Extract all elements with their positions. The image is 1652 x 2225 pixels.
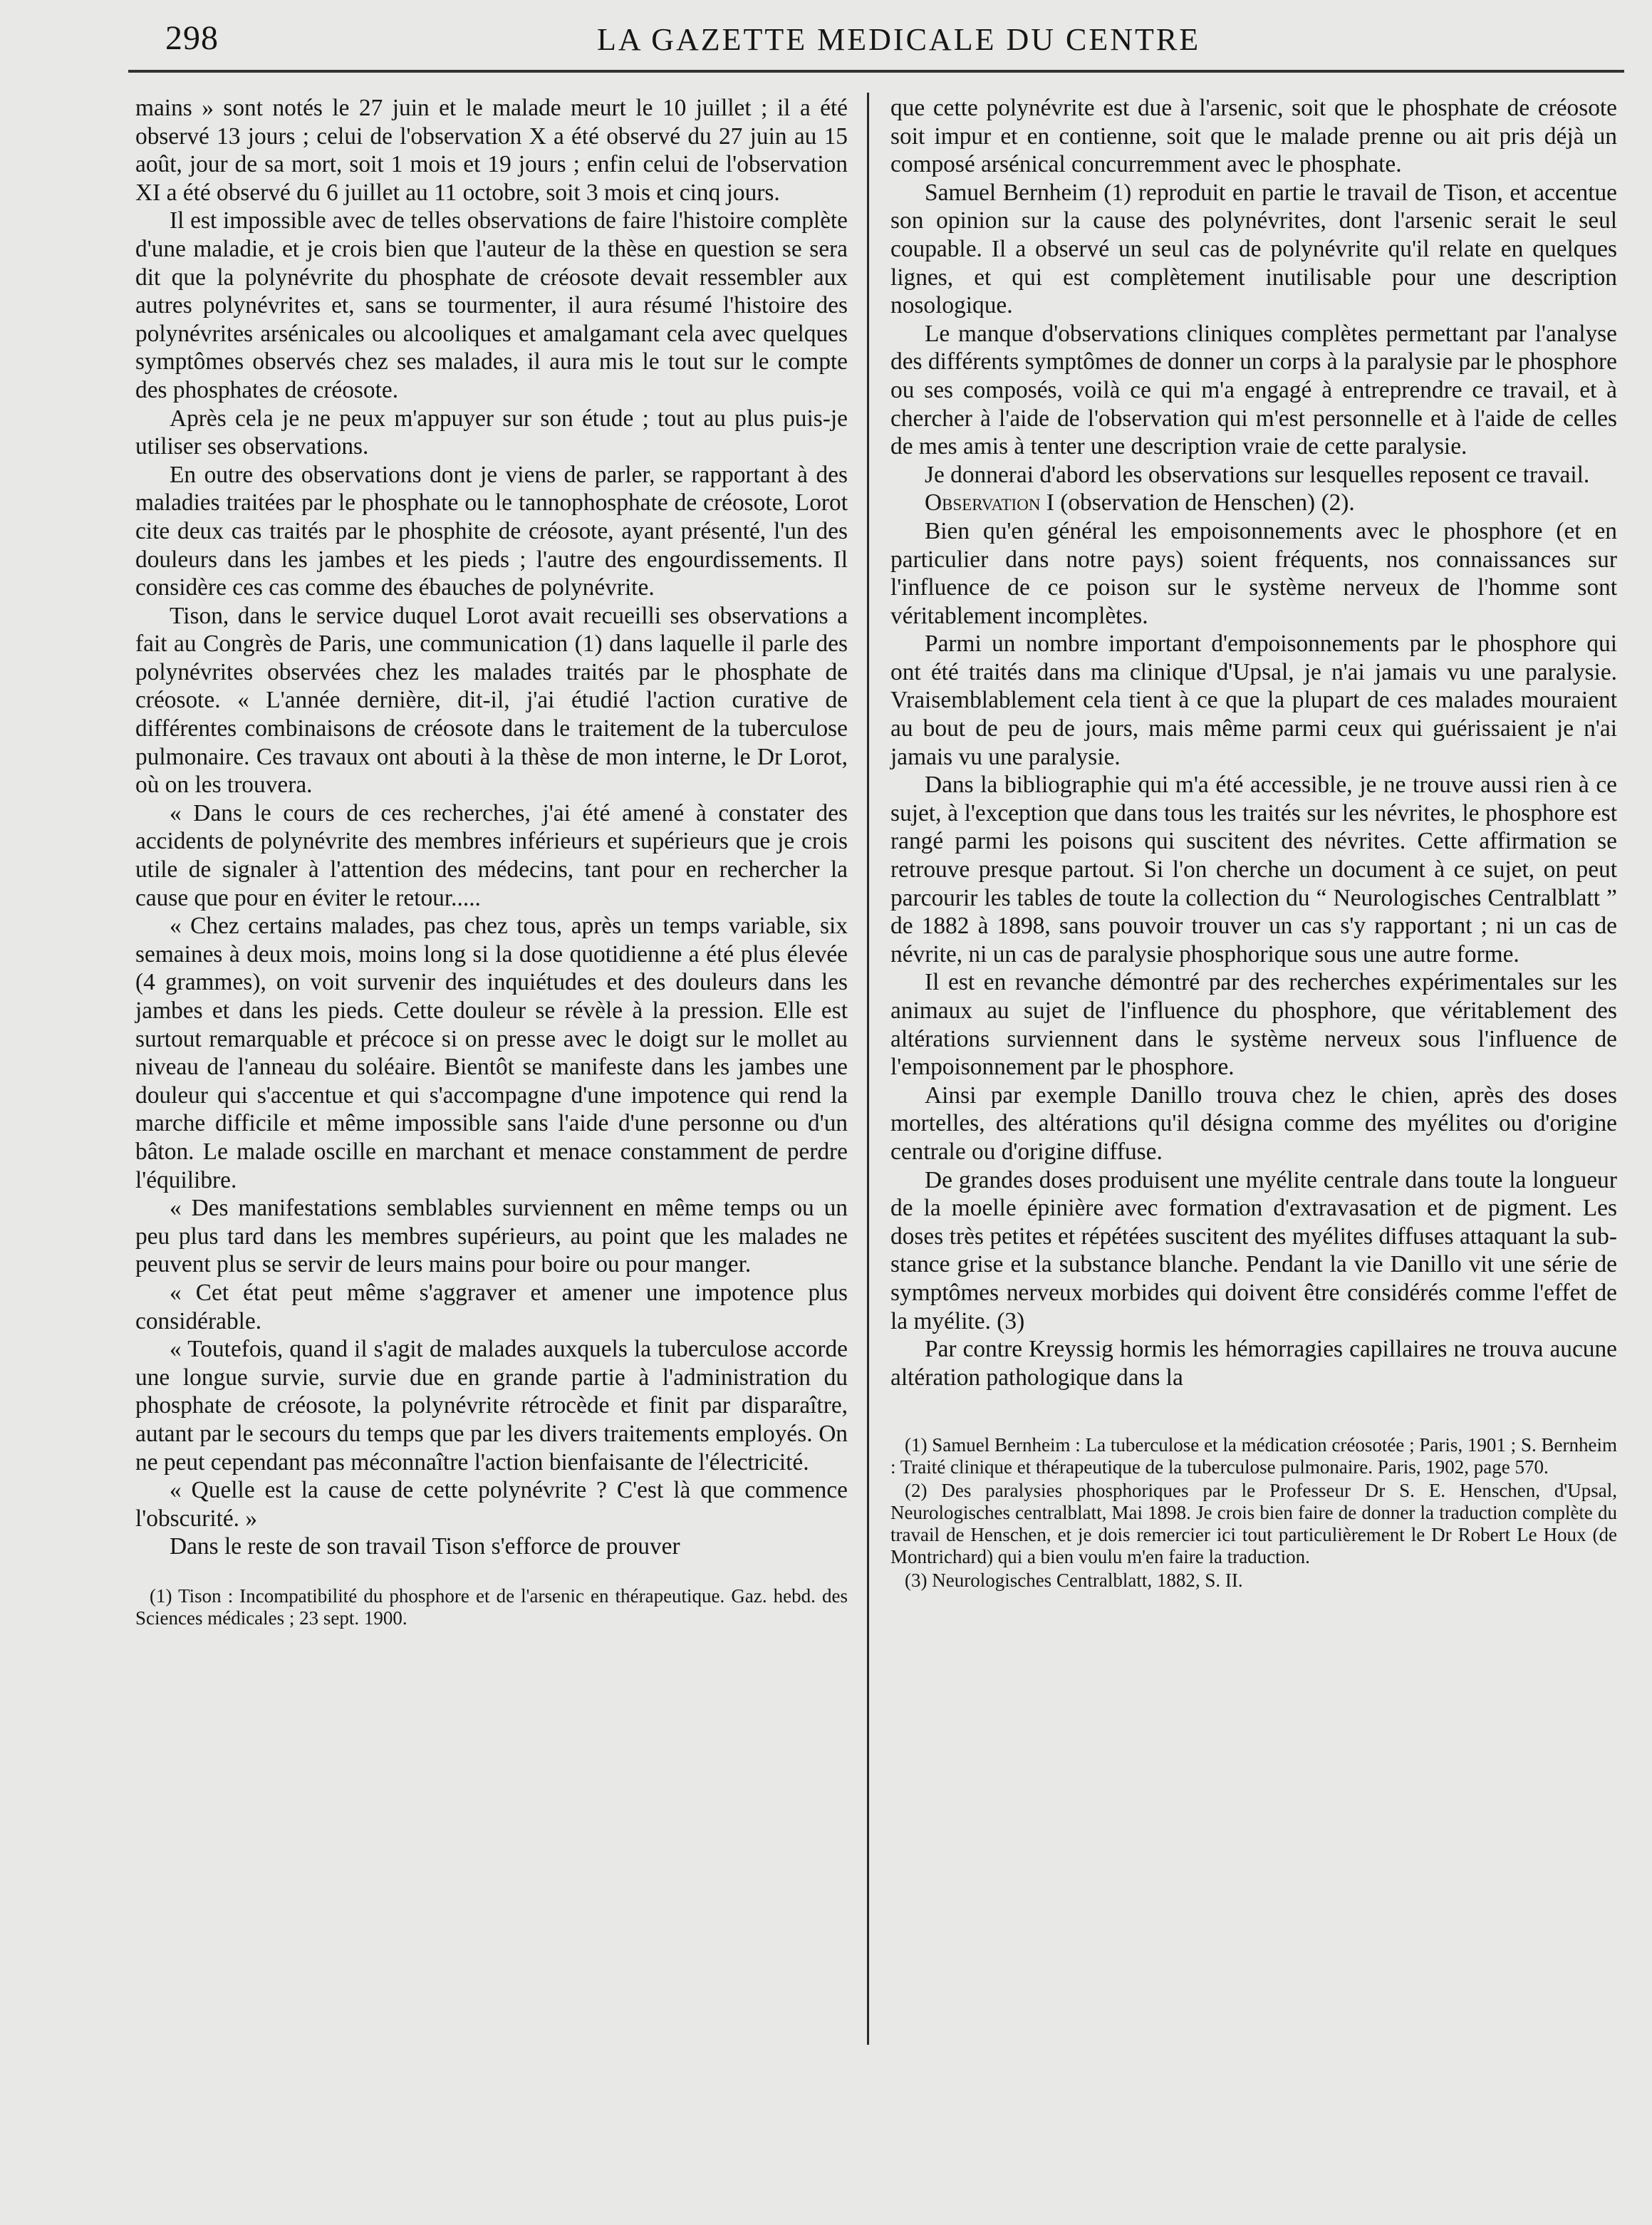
paragraph: « Quelle est la cause de cette polynévrite ? C'est là que commence l'obscurité. » [135,1477,848,1532]
left-column [135,94,848,1631]
footnote: (3) Neurologisches Centralblatt, 1882, S. II. [905,1570,1243,1592]
observation-heading: Observation I [925,489,1054,517]
paragraph: Samuel Bernheim (1) reproduit en partie le travail de Tison, et accentue son opinion sur la cause des polynévrites, dont l'arsenic serait le seul coupable. Il a observé un seul cas de polynévrite qu'il relate en quelques lignes, et qui est complètement inutilisable pour une description nosologique. [890,179,1617,319]
journal-title: LA GAZETTE MEDICALE DU CENTRE [597,22,1201,57]
paragraph: Il est en revanche démontré par des recherches expérimentales sur les animaux au sujet de l'influence du phosphore, que véritablement des altérations surviennent dans le système nerveux sous l'influence de l'empoisonnement par le phosphore. [890,969,1617,1081]
paragraph: Par contre Kreyssig hormis les hémorragies capillaires ne trouva aucune altération pathologique dans la [890,1336,1617,1391]
paragraph: Dans le reste de son travail Tison s'efforce de prouver [170,1533,680,1560]
paragraph: Je donnerai d'abord les observations sur lesquelles reposent ce travail. [925,461,1590,488]
header-rule [128,70,1624,73]
paragraph: Après cela je ne peux m'appuyer sur son étude ; tout au plus puis-je utiliser ses observations. [135,405,848,460]
paragraph: Parmi un nombre important d'empoisonnements par le phosphore qui ont été traités dans ma clinique d'Upsal, je n'ai jamais vu une paralysie. Vraisemblablement cela tient à ce que la plupart de ces malades mouraient au bout de peu de jours, mais même parmi ceux qui guérissaient je n'ai jamais vu une paralysie. [890,631,1617,770]
paragraph: « Dans le cours de ces recherches, j'ai été amené à constater des accidents de polynévrite des membres inférieurs et supérieurs que je crois utile de signaler à l'attention des médecins, tant pour en rechercher la cause que pour en éviter le retour..... [135,799,848,911]
paragraph: « Toutefois, quand il s'agit de malades auxquels la tuberculose accorde une longue survie, survie due en grande partie à l'administration du phosphate de créosote, la polynévrite rétrocède et finit par disparaître, autant par le secours du temps que par les divers traitements employés. On ne peut cependant pas méconnaître l'action bienfaisante de l'électricité. [135,1336,848,1475]
observation-heading-line [890,489,1617,517]
right-column [890,94,1617,1593]
paragraph: Dans la bibliographie qui m'a été accessible, je ne trouve aussi rien à ce sujet, à l'exception que dans tous les traités sur les névrites, le phosphore est rangé parmi les poisons qui suscitent des névrites. Cette affirmation se retrouve presque partout. Si l'on cherche un document à ce sujet, on peut parcourir les tables de toute la collection du “ Neurologisches Centralblatt ” de 1882 à 1898, sans pouvoir trouver un cas s'y rapportant ; ni un cas de névrite, ni un cas de paralysie phosphorique sous une autre forme. [890,772,1617,968]
paragraph: « Chez certains malades, pas chez tous, après un temps variable, six semaines à deux mois, moins long si la dose quotidienne a été plus élevée (4 grammes), on voit survenir des inquiétudes et des douleurs dans les jambes et dans les pieds. Cette douleur se révèle à la pression. Elle est surtout remarquable et précoce si on presse avec le doigt sur le mollet au niveau de l'anneau du soléaire. Bientôt se manifeste dans les jambes une douleur qui s'accentue et qui s'accompagne d'une impotence qui rend la marche difficile et même impossible sans l'aide d'une personne ou d'un bâton. Le malade oscille en marchant et menace constamment de perdre l'équilibre. [135,913,848,1193]
paragraph: mains » sont notés le 27 juin et le malade meurt le 10 juillet ; il a été observé 13 jours ; celui de l'observation X a été observé du 27 juin au 15 août, jour de sa mort, soit 1 mois et 19 jours ; enfin celui de l'observation XI a été observé du 6 juillet au 11 octobre, soit 3 mois et cinq jours. [135,95,848,206]
footnote: (1) Samuel Bernheim : La tuberculose et la médication créosotée ; Paris, 1901 ; S. Bernheim : Traité clinique et thérapeutique de la tuberculose pulmonaire. Paris, 1902, page 570. [890,1434,1617,1478]
paragraph: Ainsi par exemple Danillo trouva chez le chien, après des doses mortelles, des altérations qu'il désigna comme des myélites ou d'origine centrale ou d'origine diffuse. [890,1082,1617,1165]
paragraph: « Des manifestations semblables surviennent en même temps ou un peu plus tard dans les membres supérieurs, au point que les malades ne peuvent plus se servir de leurs mains pour boire ou pour manger. [135,1195,848,1278]
paragraph: Bien qu'en général les empoisonnements avec le phosphore (et en particulier dans notre pays) soient fréquents, nos connaissances sur l'influence de ce poison sur le système nerveux de l'homme sont véritablement incomplètes. [890,517,1617,629]
observation-source: (observation de Henschen) (2). [1054,489,1355,517]
paragraph: En outre des observations dont je viens de parler, se rapportant à des maladies traitées par le phosphate ou le tannophosphate de créosote, Lorot cite deux cas traités par le phosphite de créosote, ayant présenté, l'un des douleurs dans les jambes et les pieds ; l'autre des engourdissements. Il considère ces cas comme des ébauches de polynévrite. [135,461,848,601]
page-header [0,14,1652,64]
footnote: (1) Tison : Incompatibilité du phosphore et de l'arsenic en thérapeutique. Gaz. hebd. des Sciences médicales ; 23 sept. 1900. [135,1585,848,1629]
left-footnotes [135,1585,848,1629]
paragraph: « Cet état peut même s'aggraver et amener une impotence plus considérable. [135,1279,848,1334]
paragraph: Tison, dans le service duquel Lorot avait recueilli ses observations a fait au Congrès de Paris, une communication (1) dans laquelle il parle des polynévrites observées chez les malades traités par le phosphate de créosote. « L'année dernière, dit-il, j'ai étudié l'action curative de différentes combinaisons de créosote dans le traitement de la tuberculose pulmonaire. Ces travaux ont abouti à la thèse de mon interne, le Dr Lorot, où on les trouvera. [135,602,848,799]
paragraph: Le manque d'observations cliniques complètes permettant par l'analyse des différents symptômes de donner un corps à la paralysie par le phosphore ou ses composés, voilà ce qui m'a engagé à entreprendre ce travail, et à chercher à l'aide de l'observation qui m'est personnelle et à l'aide de celles de mes amis à tenter une description vraie de cette paralysie. [890,320,1617,460]
column-divider [867,93,869,2045]
page-number: 298 [165,19,219,57]
paragraph: Il est impossible avec de telles observations de faire l'histoire complète d'une maladie, et je crois bien que l'auteur de la thèse en question se sera dit que la polynévrite du phosphate de créosote devait ressembler aux autres polynévrites et, sans se tourmenter, il aura résumé l'histoire des polynévrites arsénicales ou alcooliques et amalgamant cela avec quelques symptômes observés chez ses malades, il aura mis le tout sur le compte des phosphates de créosote. [135,207,848,403]
right-footnotes [890,1434,1617,1592]
paragraph: que cette polynévrite est due à l'arsenic, soit que le phosphate de créosote soit impur et en contienne, soit que le malade prenne ou ait pris déjà un composé arsénical concurremment avec le phosphate. [890,95,1617,178]
footnote: (2) Des paralysies phosphoriques par le Professeur Dr S. E. Henschen, d'Upsal, Neurologisches centralblatt, Mai 1898. Je crois bien faire de donner la traduction complète du travail de Henschen, et je dois remercier ici tout particulièrement le Dr Robert Le Houx (de Montrichard) qui a bien voulu m'en faire la traduction. [890,1480,1617,1568]
paragraph: De grandes doses produisent une myélite centrale dans toute la longueur de la moelle épinière avec formation d'extravasation et de pigment. Les doses très petites et répétées suscitent des myélites diffuses attaquant la substance grise et la substance blanche. Pendant la vie Danillo vit une série de symptômes nerveux morbides qui doivent être considérés comme l'effet de la myélite. (3) [890,1166,1617,1334]
